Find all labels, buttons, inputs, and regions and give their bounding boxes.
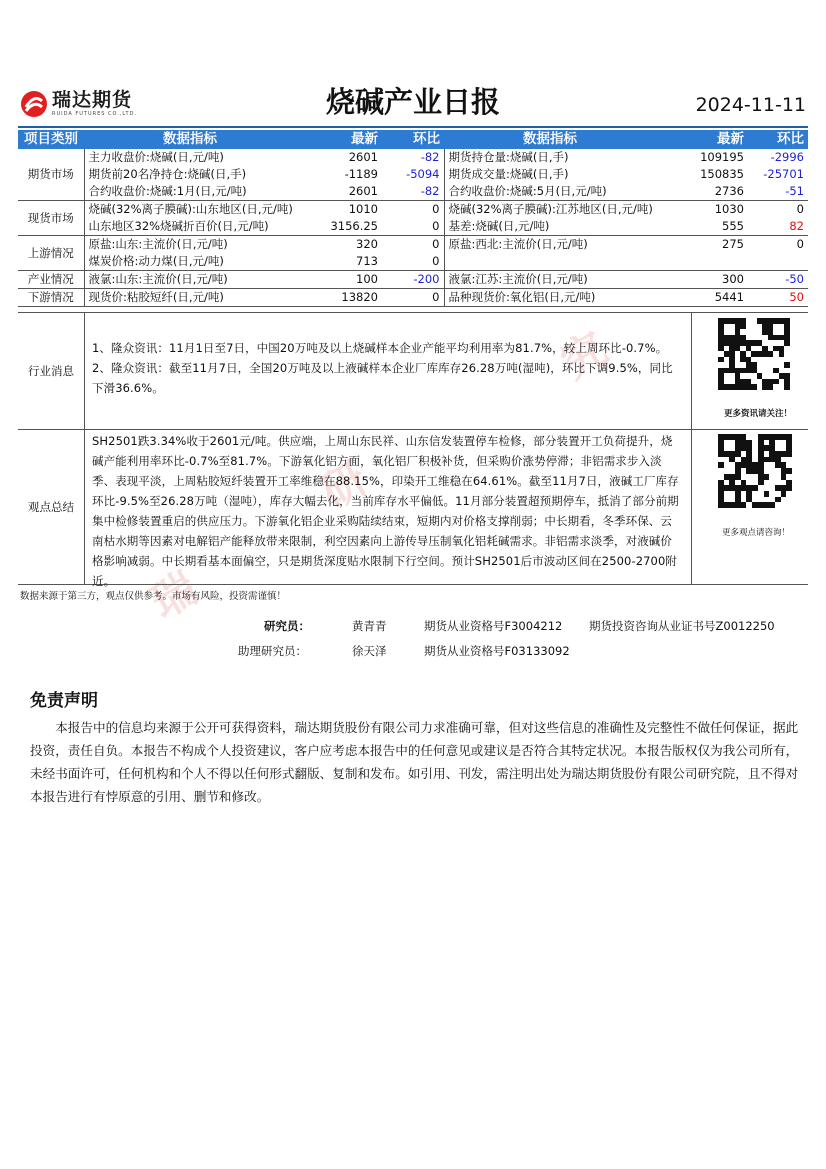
change-value: 0 xyxy=(796,202,804,216)
researcher-cert: 期货从业资格号F3004212 xyxy=(424,619,563,633)
latest-value xyxy=(656,253,748,271)
data-source-note: 数据来源于第三方，观点仅供参考。市场有风险，投资需谨慎！ xyxy=(20,591,287,602)
category-cell: 现货市场 xyxy=(18,201,84,236)
change-value: -25701 xyxy=(763,167,804,181)
change-value: 0 xyxy=(382,236,444,254)
latest-value: 275 xyxy=(722,237,744,251)
latest-value: 100 xyxy=(296,271,382,289)
logo-english: RUIDA FUTURES CO.,LTD. xyxy=(52,111,138,117)
category-cell: 期货市场 xyxy=(18,149,84,201)
latest-value: 320 xyxy=(356,237,378,251)
indicator-name: 期货持仓量:烧碱(日,手) xyxy=(448,150,569,164)
latest-value: 150835 xyxy=(700,167,744,181)
assistant-name: 徐天泽 xyxy=(352,644,387,658)
col-header-indicator: 数据指标 xyxy=(444,130,656,149)
latest-value: 5441 xyxy=(656,289,748,307)
indicator-name: 烧碱(32%离子膜碱):江苏地区(日,元/吨) xyxy=(448,202,653,216)
data-table xyxy=(18,130,808,307)
col-header-latest: 最新 xyxy=(656,130,748,149)
assistant-label: 助理研究员： xyxy=(238,644,307,658)
summary-label: 观点总结 xyxy=(18,430,85,584)
change-value: 0 xyxy=(796,237,804,251)
disclaimer-text: 本报告中的信息均来源于公开可获得资料，瑞达期货股份有限公司力求准确可靠，但对这些信息的准确性及完整性不做任何保证，据此投资，责任自负。本报告不构成个人投资建议，客户应考虑本报告中的任何意见或建议是否符合其特定状况。本报告版权仅为我公司所有，未经书面许可，任何机构和个人不得以任何形式翻版、复制和发布。如引用、刊发，需注明出处为瑞达期货股份有限公司研究院，且不得对本报告进行有悖原意的引用、删节和修改。 xyxy=(30,720,799,804)
industry-news-section xyxy=(18,312,808,430)
table-row xyxy=(18,201,808,219)
category-cell: 上游情况 xyxy=(18,236,84,271)
table-row xyxy=(18,218,808,236)
indicator-name: 原盐:山东:主流价(日,元/吨) xyxy=(88,237,228,251)
col-header-change: 环比 xyxy=(382,130,444,149)
indicator-name xyxy=(444,253,656,271)
indicator-name: 品种现货价:氧化铝(日,元/吨) xyxy=(444,289,656,307)
category-cell: 下游情况 xyxy=(18,289,84,307)
change-value: 0 xyxy=(382,201,444,219)
watermark: 研 xyxy=(312,452,377,519)
logo-name: 瑞达期货 xyxy=(52,89,133,111)
indicator-name: 液氯:江苏:主流价(日,元/吨) xyxy=(444,271,656,289)
indicator-name: 煤炭价格:动力煤(日,元/吨) xyxy=(84,253,296,271)
col-header-change: 环比 xyxy=(748,130,808,149)
table-row xyxy=(18,253,808,271)
disclaimer-title: 免责声明 xyxy=(30,691,98,711)
assistant-cert: 期货从业资格号F03133092 xyxy=(424,644,570,658)
change-value: 50 xyxy=(748,289,808,307)
change-value xyxy=(748,253,808,271)
watermark: 瑞 xyxy=(142,562,207,629)
change-value: 82 xyxy=(748,218,808,236)
col-header-latest: 最新 xyxy=(296,130,382,149)
latest-value: 109195 xyxy=(700,150,744,164)
latest-value: 300 xyxy=(656,271,748,289)
researcher-name: 黄青青 xyxy=(352,619,387,633)
qr-code-icon xyxy=(718,434,792,508)
qr-caption: 更多观点请咨询！ xyxy=(721,528,790,538)
col-header-category: 项目类别 xyxy=(18,130,84,149)
watermark: 究 xyxy=(552,322,617,389)
table-row xyxy=(18,183,808,201)
summary-text: SH2501跌3.34%收于2601元/吨。供应端，上周山东民祥、山东信发装置停车检修，部分装置开工负荷提升，烧碱产能利用率环比-0.7%至81.7%。下游氧化铝方面，氧化铝厂积极补货，但采购价涨势停滞；非铝需求步入淡季、表现平淡，上周粘胶短纤装置开工率维稳在88.15%，印染开工维稳在64.61%。截至11月7日，液碱工厂库存环比-9.5%至26.28万吨（湿吨），库存大幅去化，当前库存水平偏低。11月部分装置超预期停车，抵消了部分前期集中检修装置重启的供应压力。下游氧化铝企业采购陆续结束，短期内对价格支撑削弱；中长期看，冬季环保、云南枯水期等因素对电解铝产能释放带来限制，利空因素向上游传导压制氧化铝耗碱需求。非铝需求淡季，对液碱价格影响减弱。中长期看基本面偏空，只是期货深度贴水限制下行空间。预计SH2501后市波动区间在2500-2700附近。 xyxy=(84,430,692,584)
qr-caption: 更多资讯请关注！ xyxy=(723,409,792,419)
indicator-name: 烧碱(32%离子膜碱):山东地区(日,元/吨) xyxy=(88,202,293,216)
table-row xyxy=(18,271,808,289)
header-rule xyxy=(18,126,808,128)
table-row xyxy=(18,149,808,166)
change-value: -5094 xyxy=(382,166,444,183)
indicator-name: 现货价:粘胶短纤(日,元/吨) xyxy=(84,289,296,307)
latest-value: 13820 xyxy=(296,289,382,307)
table-row xyxy=(18,166,808,183)
report-date: 2024-11-11 xyxy=(695,94,806,116)
change-value: -82 xyxy=(382,183,444,201)
latest-value: 1030 xyxy=(714,202,744,216)
indicator-name: 主力收盘价:烧碱(日,元/吨) xyxy=(88,150,224,164)
latest-value: 1010 xyxy=(348,202,378,216)
change-value: -200 xyxy=(382,271,444,289)
report-title: 烧碱产业日报 xyxy=(325,85,500,119)
table-header-row xyxy=(18,130,808,149)
latest-value: 2601 xyxy=(348,150,378,164)
latest-value: 2736 xyxy=(656,183,748,201)
latest-value: 3156.25 xyxy=(296,218,382,236)
change-value: 0 xyxy=(382,253,444,271)
change-value: -82 xyxy=(382,149,444,166)
change-value: 0 xyxy=(382,289,444,307)
indicator-name: 基差:烧碱(日,元/吨) xyxy=(444,218,656,236)
indicator-name: 期货成交量:烧碱(日,手) xyxy=(448,167,569,181)
col-header-indicator: 数据指标 xyxy=(84,130,296,149)
change-value: -50 xyxy=(748,271,808,289)
researcher-label: 研究员： xyxy=(264,619,310,633)
change-value: -51 xyxy=(748,183,808,201)
latest-value: 713 xyxy=(296,253,382,271)
indicator-name: 液氯:山东:主流价(日,元/吨) xyxy=(84,271,296,289)
indicator-name: 合约收盘价:烧碱:5月(日,元/吨) xyxy=(444,183,656,201)
researcher-cert2: 期货投资咨询从业证书号Z0012250 xyxy=(589,619,775,633)
industry-news-label: 行业消息 xyxy=(18,313,85,429)
indicator-name: 合约收盘价:烧碱:1月(日,元/吨) xyxy=(84,183,296,201)
qr-code-icon xyxy=(718,318,790,390)
latest-value: -1189 xyxy=(344,167,378,181)
latest-value: 2601 xyxy=(296,183,382,201)
category-cell: 产业情况 xyxy=(18,271,84,289)
indicator-name: 山东地区32%烧碱折百价(日,元/吨) xyxy=(84,218,296,236)
indicator-name: 原盐:西北:主流价(日,元/吨) xyxy=(448,237,588,251)
latest-value: 555 xyxy=(656,218,748,236)
table-row xyxy=(18,236,808,254)
indicator-name: 期货前20名净持仓:烧碱(日,手) xyxy=(88,167,247,181)
change-value: -2996 xyxy=(770,150,804,164)
industry-news-text: 1、隆众资讯：11月1日至7日，中国20万吨及以上烧碱样本企业产能平均利用率为81.7%，较上周环比-0.7%。2、隆众资讯：截至11月7日，全国20万吨及以上液碱样本企业厂库库存26.28万吨(湿吨)，环比下调9.5%，同比下滑36.6%。 xyxy=(84,313,692,429)
table-row xyxy=(18,289,808,307)
summary-section xyxy=(18,429,808,588)
change-value: 0 xyxy=(382,218,444,236)
